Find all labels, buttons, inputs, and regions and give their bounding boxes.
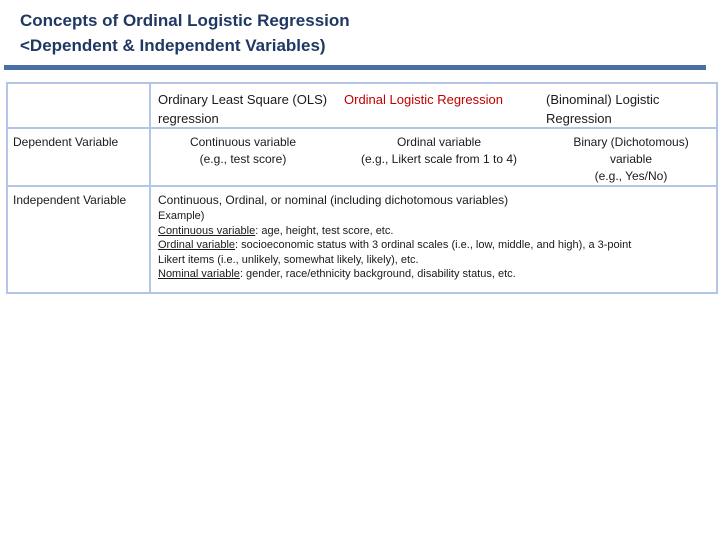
continuous-text: : age, height, test score, etc. — [255, 224, 394, 237]
dependent-ordinal — [344, 134, 534, 168]
independent-summary: Continuous, Ordinal, or nominal (including dichotomous variables) — [158, 193, 509, 207]
nominal-example — [158, 267, 716, 282]
independent-example-label: Example) — [158, 210, 205, 222]
dependent-binomial-line-2: variable — [609, 152, 653, 166]
title-line-2: <Dependent & Independent Variables) — [20, 36, 326, 55]
table-divider-col-1 — [149, 84, 151, 292]
ordinal-term: Ordinal variable — [158, 239, 236, 251]
dependent-ols-line-1: Continuous variable — [189, 135, 297, 149]
dependent-ols — [158, 134, 328, 168]
dependent-ordinal-line-2: (e.g., Likert scale from 1 to 4) — [360, 152, 518, 166]
independent-description — [158, 192, 716, 282]
continuous-term: Continuous variable — [158, 224, 256, 237]
header-ols: Ordinary Least Square (OLS) regression — [158, 92, 328, 126]
continuous-example — [158, 224, 716, 239]
dependent-binomial-line-1: Binary (Dichotomous) — [573, 135, 689, 149]
ordinal-text: : socioeconomic status with 3 ordinal scales (i.e., low, middle, and high), a 3-point — [235, 239, 632, 251]
row-label-dependent: Dependent Variable — [13, 135, 119, 149]
nominal-term: Nominal variable — [158, 268, 240, 280]
ordinal-example — [158, 238, 716, 253]
nominal-text: : gender, race/ethnicity background, disability status, etc. — [239, 268, 516, 280]
dependent-ols-line-2: (e.g., test score) — [199, 152, 287, 166]
dependent-binomial — [546, 134, 716, 185]
comparison-table — [6, 82, 718, 294]
dependent-binomial-line-3: (e.g., Yes/No) — [594, 169, 668, 183]
table-divider-row — [8, 185, 716, 187]
title-line-1: Concepts of Ordinal Logistic Regression — [20, 11, 350, 30]
dependent-ordinal-line-1: Ordinal variable — [396, 135, 482, 149]
slide-title — [20, 8, 700, 58]
header-binomial: (Binominal) Logistic Regression — [546, 92, 660, 126]
header-ordinal: Ordinal Logistic Regression — [344, 92, 503, 107]
row-label-independent: Independent Variable — [13, 193, 127, 207]
ordinal-example-continued: Likert items (i.e., unlikely, somewhat likely, likely), etc. — [158, 253, 419, 266]
title-underline — [4, 65, 706, 70]
